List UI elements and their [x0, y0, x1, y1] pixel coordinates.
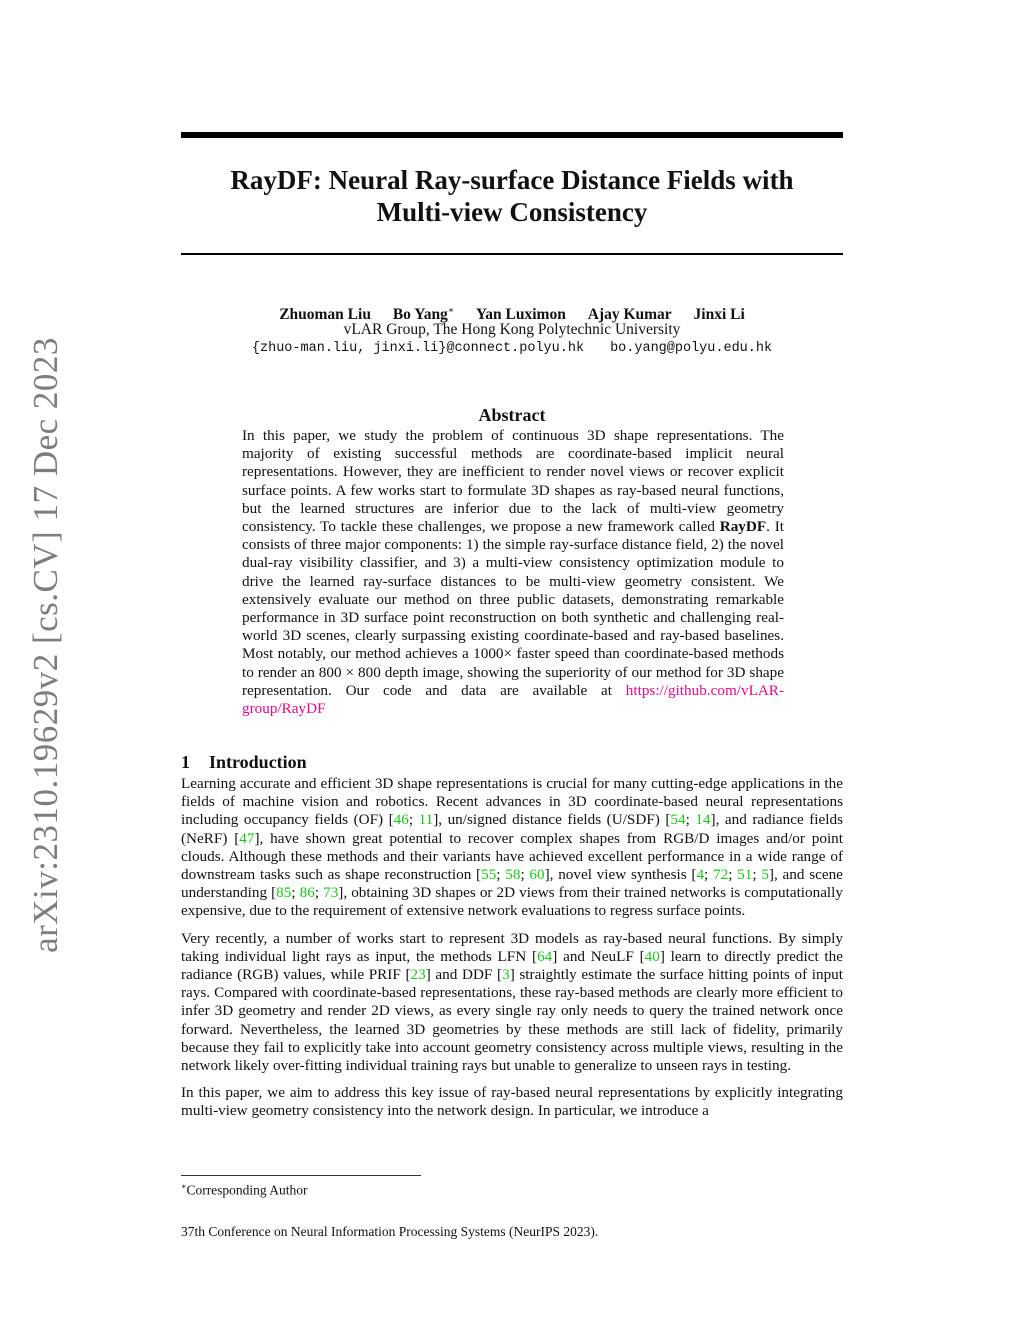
abstract-body: In this paper, we study the problem of continuous 3D shape representations. The majority of existing successful methods are coordinate-based implicit neural representations. However, they are inefficient to render novel views or recover explicit surface points. A few works start to formulate 3D shapes as ray-based neural functions, but the learned structures are inferior due to the lack of multi-view geometry consistency. To tackle these challenges, we propose a new framework called RayDF. It consists of three major components: 1) the simple ray-surface distance field, 2) the novel dual-ray visibility classifier, and 3) a multi-view consistency optimization module to drive the learned ray-surface distances to be multi-view geometry consistent. We extensively evaluate our method on three public datasets, demonstrating remarkable performance in 3D surface point reconstruction on both synthetic and challenging real-world 3D scenes, clearly surpassing existing coordinate-based and ray-based baselines. Most notably, our method achieves a 1000× faster speed than coordinate-based methods to render an 800 × 800 depth image, showing the superiority of our method for 3D shape representation. Our code and data are available at https://github.com/vLAR-group/RayDF — [242, 427, 784, 718]
author-name: Yan Luximon — [475, 306, 566, 324]
author-name: Jinxi Li — [693, 306, 745, 324]
citation-link[interactable]: 85 — [276, 884, 292, 902]
paragraph-text: ; — [685, 811, 696, 829]
citation-link[interactable]: 4 — [696, 866, 705, 884]
author-name: Zhuoman Liu — [279, 306, 371, 324]
section-title: Introduction — [209, 752, 307, 772]
paper-title — [181, 164, 843, 228]
title-line-2: Multi-view Consistency — [376, 197, 648, 227]
footnote-mark: ∗ — [181, 1182, 187, 1191]
paragraph-text: ], have shown great potential to recover complex shapes from RGB/D images and/or point clouds. Although these methods and their variants have achieved excellent performance in a wide range of downstream tasks such as shape reconstruction [ — [181, 829, 843, 884]
paragraph-text: ], novel view synthesis [ — [544, 866, 697, 884]
citation-link[interactable]: 23 — [410, 966, 426, 984]
paragraph — [181, 775, 843, 921]
abstract-heading: Abstract — [478, 405, 546, 425]
citation-link[interactable]: 14 — [695, 811, 711, 829]
title-top-rule — [181, 132, 843, 138]
paragraph-text: ; — [520, 866, 530, 884]
paragraph-text: ], and scene understanding [ — [181, 866, 843, 902]
citation-link[interactable]: 51 — [737, 866, 753, 884]
paragraph-text: ; — [496, 866, 506, 884]
email[interactable]: bo.yang@polyu.edu.hk — [610, 341, 773, 356]
paragraph-text: Very recently, a number of works start to represent 3D models as ray-based neural functions. By simply taking individual light rays as input, the methods LFN [ — [181, 929, 843, 965]
paragraph-text: Learning accurate and efficient 3D shape representations is crucial for many cutting-edge applications in the fields of machine vision and robotics. Recent advances in 3D coordinate-based neural representations including occupancy fields (OF) [ — [181, 775, 843, 829]
arxiv-stamp — [18, 337, 74, 953]
section-number: 1 — [181, 752, 190, 772]
paragraph-text: ], and radiance fields (NeRF) [ — [181, 811, 843, 847]
footnote-rule — [181, 1175, 421, 1176]
citation-link[interactable]: 58 — [505, 866, 521, 884]
paragraph — [181, 930, 843, 1076]
paragraph-text: ; — [752, 866, 762, 884]
footnote — [181, 1178, 581, 1199]
citation-link[interactable]: 40 — [644, 947, 660, 965]
citation-link[interactable]: 86 — [299, 884, 315, 902]
arxiv-id: arXiv:2310.19629v2 [cs.CV] 17 Dec 2023 — [26, 337, 66, 953]
venue-note: 37th Conference on Neural Information Processing Systems (NeurIPS 2023). — [181, 1224, 599, 1239]
introduction-body — [181, 775, 843, 1130]
citation-link[interactable]: 72 — [713, 866, 729, 884]
citation-link[interactable]: 46 — [393, 811, 409, 829]
paragraph-text: ] straightly estimate the surface hitting points of input rays. Compared with coordinate-based representations, these ray-based methods are clearly more efficient to infer 3D geometry and render 2D views, as every single ray only needs to query the trained network once forward. Nevertheless, the learned 3D geometries by these methods are still lack of fidelity, primarily because they fail to explicitly take into account geometry consistency across multiple views, resulting in the network likely over-fitting individual training rays but unable to generalize to unseen rays in testing. — [181, 966, 843, 1075]
citation-link[interactable]: 73 — [323, 884, 339, 902]
paragraph-text: ], un/signed distance fields (U/SDF) [ — [433, 811, 671, 829]
code-link[interactable]: https://github.com/vLAR-group/RayDF — [242, 681, 784, 718]
paragraph-text: ] learn to directly predict the radiance (RGB) values, while PRIF [ — [181, 947, 843, 984]
author-name: Bo Yang∗ — [392, 305, 454, 324]
author-name: Ajay Kumar — [587, 306, 672, 324]
paragraph-text: ; — [291, 884, 300, 902]
paragraph — [181, 1084, 843, 1120]
method-name: RayDF — [719, 518, 767, 536]
paragraph-text: ] and NeuLF [ — [552, 947, 645, 965]
paragraph-text: ; — [408, 811, 419, 829]
title-line-1: RayDF: Neural Ray-surface Distance Fields with — [230, 165, 794, 195]
paragraph-text: ; — [314, 884, 324, 902]
footnote-text: Corresponding Author — [186, 1182, 308, 1198]
paragraph-text: ], obtaining 3D shapes or 2D views from their trained networks is computationally expensive, due to the requirement of extensive network evaluations to regress surface points. — [181, 884, 843, 920]
paragraph-text: In this paper, we aim to address this key issue of ray-based neural representations by explicitly integrating multi-view geometry consistency into the network design. In particular, we introduce a — [181, 1084, 843, 1120]
citation-link[interactable]: 3 — [502, 966, 510, 984]
citation-link[interactable]: 60 — [529, 866, 545, 884]
citation-link[interactable]: 11 — [418, 811, 434, 829]
corresponding-mark: ∗ — [447, 305, 454, 315]
citation-link[interactable]: 5 — [761, 866, 769, 884]
section-heading — [181, 751, 843, 773]
citation-link[interactable]: 54 — [670, 811, 686, 829]
paragraph-text: ; — [704, 866, 714, 884]
email[interactable]: {zhuo-man.liu, jinxi.li}@connect.polyu.hk — [251, 341, 585, 356]
author-emails — [181, 339, 843, 359]
citation-link[interactable]: 55 — [481, 866, 497, 884]
citation-link[interactable]: 64 — [537, 947, 553, 965]
paragraph-text: ] and DDF [ — [425, 966, 503, 984]
title-bottom-rule — [181, 253, 843, 255]
citation-link[interactable]: 47 — [239, 829, 255, 847]
affiliation: vLAR Group, The Hong Kong Polytechnic University — [343, 321, 681, 338]
paragraph-text: ; — [728, 866, 738, 884]
